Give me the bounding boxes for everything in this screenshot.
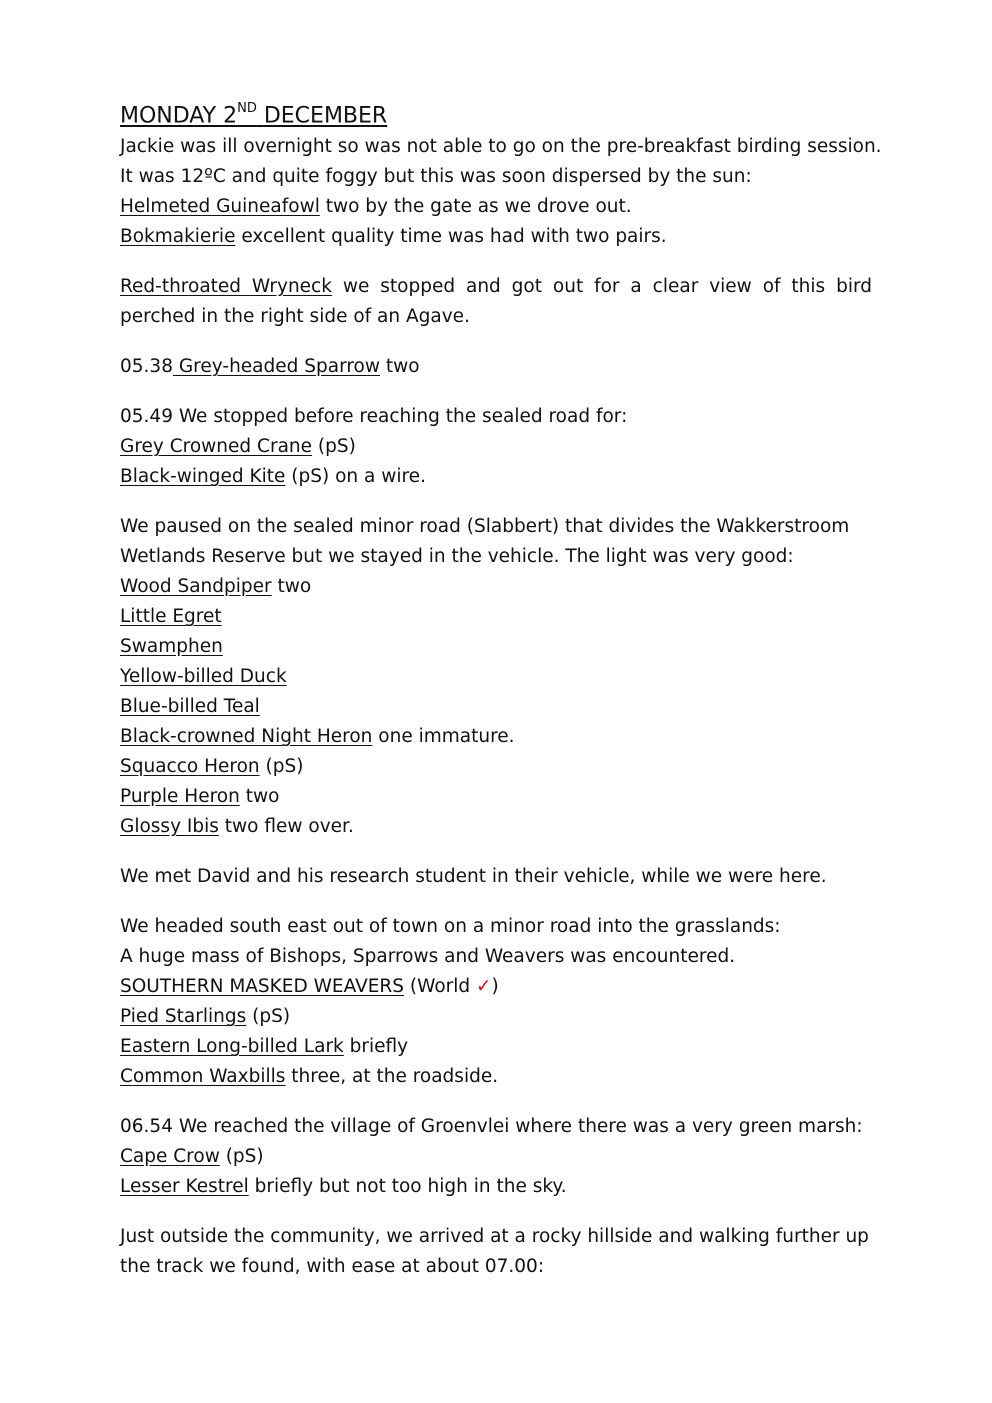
species-name: Little Egret xyxy=(120,606,222,628)
species-entry: Black-winged Kite (pS) on a wire. xyxy=(120,466,426,488)
species-entry: SOUTHERN MASKED WEAVERS (World ✓) xyxy=(120,976,499,998)
text-line: Just outside the community, we arrived at a rocky hillside and walking further up xyxy=(120,1226,869,1248)
species-name: SOUTHERN MASKED WEAVERS xyxy=(120,976,405,998)
paragraph-wetlands xyxy=(120,512,872,842)
text-line: It was 12ºC and quite foggy but this was soon dispersed by the sun: xyxy=(120,166,752,188)
species-entry: Purple Heron two xyxy=(120,786,280,808)
species-name: Grey-headed Sparrow xyxy=(172,356,381,378)
paragraph-sparrow xyxy=(120,352,872,382)
species-name: Purple Heron xyxy=(120,786,240,808)
species-entry: Wood Sandpiper two xyxy=(120,576,312,598)
species-entry xyxy=(120,602,872,632)
species-list xyxy=(120,572,872,842)
text-line: Jackie was ill overnight so was not able to go on the pre-breakfast birding session. xyxy=(120,136,882,158)
species-name: Cape Crow xyxy=(120,1146,220,1168)
species-name: Pied Starlings xyxy=(120,1006,247,1028)
species-list xyxy=(120,1002,872,1092)
species-name: Black-crowned Night Heron xyxy=(120,726,373,748)
species-entry: Black-crowned Night Heron one immature. xyxy=(120,726,515,748)
species-name: Bokmakierie xyxy=(120,226,236,248)
species-entry: Pied Starlings (pS) xyxy=(120,1006,291,1028)
species-name: Red-throated Wryneck xyxy=(120,276,332,298)
species-name: Swamphen xyxy=(120,636,223,658)
paragraph-grasslands xyxy=(120,912,872,1092)
text-line: We met David and his research student in their vehicle, while we were here. xyxy=(120,866,827,888)
paragraph-sealed-road xyxy=(120,402,872,492)
species-entry xyxy=(120,662,872,692)
species-name: Black-winged Kite xyxy=(120,466,286,488)
text-line: 06.54 We reached the village of Groenvlei where there was a very green marsh: xyxy=(120,1116,863,1138)
species-name: Eastern Long-billed Lark xyxy=(120,1036,344,1058)
paragraph-hillside xyxy=(120,1222,872,1282)
text-line: perched in the right side of an Agave. xyxy=(120,306,470,328)
species-entry: Red-throated Wryneck we stopped and got out for a clear view of this bird xyxy=(120,276,872,298)
text-line: Wetlands Reserve but we stayed in the vehicle. The light was very good: xyxy=(120,546,794,568)
species-entry: Grey Crowned Crane (pS) xyxy=(120,436,356,458)
species-entry xyxy=(120,632,872,662)
species-entry: Squacco Heron (pS) xyxy=(120,756,304,778)
text-line: We headed south east out of town on a minor road into the grasslands: xyxy=(120,916,781,938)
paragraph-groenvlei xyxy=(120,1112,872,1202)
checkmark-icon: ✓ xyxy=(476,976,492,998)
paragraph-intro xyxy=(120,132,882,252)
document-page xyxy=(120,96,882,1282)
species-entry: Cape Crow (pS) xyxy=(120,1146,264,1168)
species-entry: Glossy Ibis two flew over. xyxy=(120,816,354,838)
species-entry: Bokmakierie excellent quality time was had with two pairs. xyxy=(120,226,667,248)
species-entry: Helmeted Guineafowl two by the gate as we drove out. xyxy=(120,196,632,218)
species-name: Lesser Kestrel xyxy=(120,1176,249,1198)
species-name: Grey Crowned Crane xyxy=(120,436,313,458)
species-name: Squacco Heron xyxy=(120,756,260,778)
species-entry xyxy=(120,692,872,722)
species-entry: 05.38 Grey-headed Sparrow two xyxy=(120,356,420,378)
text-line: We paused on the sealed minor road (Slabbert) that divides the Wakkerstroom xyxy=(120,516,850,538)
paragraph-wryneck xyxy=(120,272,872,332)
species-entry: Lesser Kestrel briefly but not too high in the sky. xyxy=(120,1176,567,1198)
text-line: 05.49 We stopped before reaching the sealed road for: xyxy=(120,406,628,428)
text-line: the track we found, with ease at about 07.00: xyxy=(120,1256,545,1278)
species-name: Yellow-billed Duck xyxy=(120,666,287,688)
species-name: Wood Sandpiper xyxy=(120,576,272,598)
text-line: A huge mass of Bishops, Sparrows and Weavers was encountered. xyxy=(120,946,736,968)
species-name: Helmeted Guineafowl xyxy=(120,196,320,218)
page-title: MONDAY 2ND DECEMBER xyxy=(120,101,388,129)
paragraph-david xyxy=(120,862,872,892)
species-name: Common Waxbills xyxy=(120,1066,286,1088)
species-entry: Common Waxbills three, at the roadside. xyxy=(120,1066,499,1088)
species-entry: Eastern Long-billed Lark briefly xyxy=(120,1036,409,1058)
species-name: Glossy Ibis xyxy=(120,816,219,838)
species-name: Blue-billed Teal xyxy=(120,696,260,718)
